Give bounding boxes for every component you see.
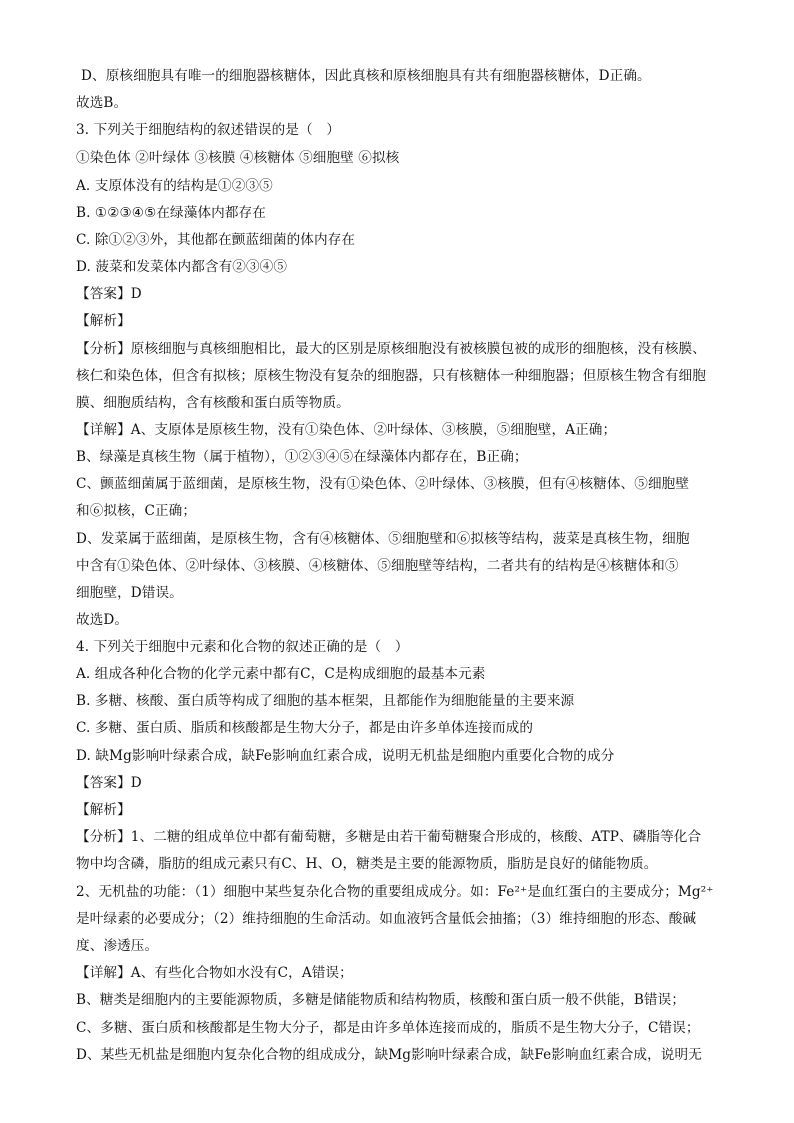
option-line: B. 多糖、核酸、蛋白质等构成了细胞的基本框架，且都能作为细胞能量的主要来源 (76, 693, 575, 709)
analysis-heading: 【解析】 (76, 802, 131, 818)
text-line: ①染色体 ②叶绿体 ③核膜 ④核糖体 ⑤细胞壁 ⑥拟核 (76, 150, 400, 166)
analysis-heading: 【解析】 (76, 313, 131, 329)
option-line: D. 菠菜和发菜体内都含有②③④⑤ (76, 259, 288, 275)
question-title: 4. 下列关于细胞中元素和化合物的叙述正确的是（ ） (76, 639, 409, 655)
option-line: D. 缺Mg影响叶绿素合成，缺Fe影响血红素合成，说明无机盐是细胞内重要化合物的成分 (76, 748, 615, 764)
text-line: C、多糖、蛋白质和核酸都是生物大分子，都是由许多单体连接而成的，脂质不是生物大分子，C错误； (76, 1020, 700, 1036)
text-line: D、发菜属于蓝细菌，是原核生物，含有④核糖体、⑤细胞壁和⑥拟核等结构，菠菜是真核生物，细胞 (76, 531, 690, 547)
text-line: B、糖类是细胞内的主要能源物质，多糖是储能物质和结构物质，核酸和蛋白质一般不供能，B错误； (76, 992, 686, 1008)
text-line: D、某些无机盐是细胞内复杂化合物的组成成分，缺Mg影响叶绿素合成，缺Fe影响血红素合成，说明无 (76, 1047, 702, 1063)
text-line: 故选B。 (76, 95, 128, 111)
text-line: 膜、细胞质结构，含有核酸和蛋白质等物质。 (76, 395, 350, 411)
text-line: 故选D。 (76, 612, 129, 628)
answer-line: 【答案】D (76, 286, 142, 302)
text-line: C、颤蓝细菌属于蓝细菌，是原核生物，没有①染色体、②叶绿体、③核膜，但有④核糖体、⑤细胞壁 (76, 476, 690, 492)
text-line: 【分析】1、二糖的组成单位中都有葡萄糖，多糖是由若干葡萄糖聚合形成的，核酸、ATP、磷脂等化合 (76, 829, 702, 845)
answer-line: 【答案】D (76, 775, 142, 791)
text-line: 【详解】A、支原体是原核生物，没有①染色体、②叶绿体、③核膜，⑤细胞壁，A正确； (76, 422, 617, 438)
question-title: 3. 下列关于细胞结构的叙述错误的是（ ） (76, 122, 341, 138)
text-line: 和⑥拟核，C正确； (76, 503, 197, 519)
option-line: C. 除①②③外，其他都在颤蓝细菌的体内存在 (76, 232, 356, 248)
option-line: A. 组成各种化合物的化学元素中都有C，C是构成细胞的最基本元素 (76, 666, 486, 682)
text-line: 物中均含磷，脂肪的组成元素只有C、H、O，糖类是主要的能源物质，脂肪是良好的储能物质。 (76, 856, 658, 872)
text-line: 2、无机盐的功能：（1）细胞中某些复杂化合物的重要组成成分。如：Fe²⁺是血红蛋白的主要成分；Mg²⁺ (76, 884, 714, 900)
text-line: 细胞壁，D错误。 (76, 585, 183, 601)
text-line: 核仁和染色体，但含有拟核；原核生物没有复杂的细胞器，只有核糖体一种细胞器；但原核生物含有细胞 (76, 368, 706, 384)
text-line: 中含有①染色体、②叶绿体、③核膜、④核糖体、⑤细胞壁等结构，二者共有的结构是④核糖体和⑤ (76, 558, 679, 574)
text-line: 【分析】原核细胞与真核细胞相比，最大的区别是原核细胞没有被核膜包被的成形的细胞核，没有核膜、 (76, 341, 706, 357)
text-line: 度、渗透压。 (76, 938, 159, 954)
option-line: B. ①②③④⑤在绿藻体内都存在 (76, 205, 266, 221)
option-line: C. 多糖、蛋白质、脂质和核酸都是生物大分子，都是由许多单体连接而成的 (76, 720, 534, 736)
text-line: B、绿藻是真核生物（属于植物），①②③④⑤在绿藻体内都存在，B正确； (76, 449, 528, 465)
option-line: A. 支原体没有的结构是①②③⑤ (76, 178, 273, 194)
text-line: 【详解】A、有些化合物如水没有C，A错误； (76, 965, 353, 981)
text-line: D、原核细胞具有唯一的细胞器核糖体，因此真核和原核细胞具有共有细胞器核糖体，D正确。 (81, 68, 651, 84)
text-line: 是叶绿素的必要成分；（2）维持细胞的生命活动。如血液钙含量低会抽搐；（3）维持细胞的形态、酸碱 (76, 911, 697, 927)
